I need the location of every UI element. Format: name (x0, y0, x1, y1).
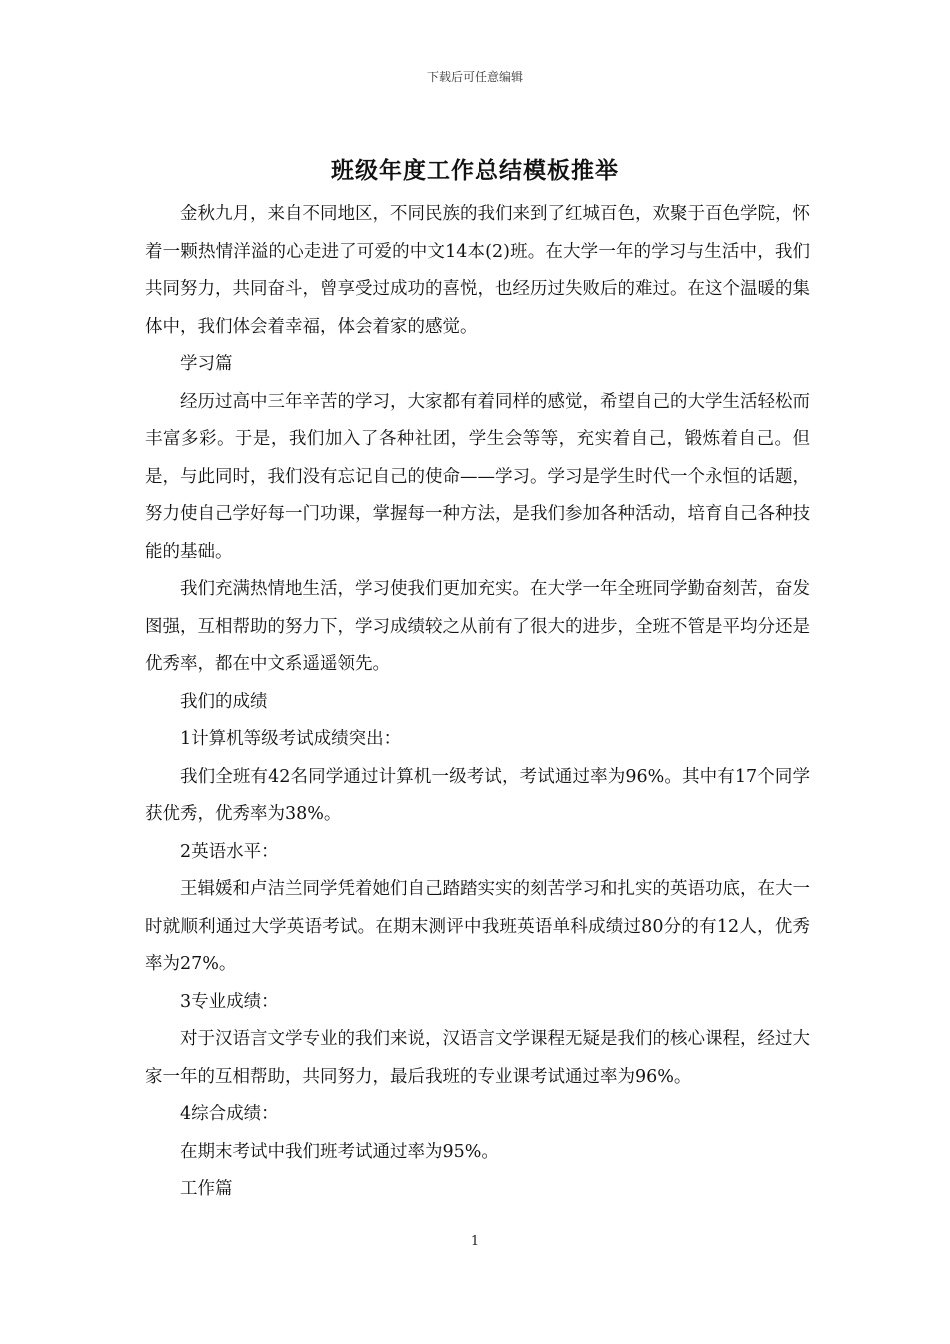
document-title: 班级年度工作总结模板推举 (331, 158, 619, 184)
paragraph-major: 对于汉语言文学专业的我们来说，汉语言文学课程无疑是我们的核心课程，经过大家一年的互相帮助，共同努力，最后我班的专业课考试通过率为96%。 (145, 1029, 810, 1087)
section-heading-work: 工作篇 (180, 1179, 233, 1199)
paragraph-study-1: 经历过高中三年辛苦的学习，大家都有着同样的感觉，希望自己的大学生活轻松而丰富多彩。于是，我们加入了各种社团，学生会等等，充实着自己，锻炼着自己。但是，与此同时，我们没有忘记自己的使命——学习。学习是学生时代一个永恒的话题，努力使自己学好每一门功课，掌握每一种方法，是我们参加各种活动，培育自己各种技能的基础。 (145, 391, 810, 562)
paragraph-study-2: 我们充满热情地生活，学习使我们更加充实。在大学一年全班同学勤奋刻苦，奋发图强，互相帮助的努力下，学习成绩较之从前有了很大的进步，全班不管是平均分还是优秀率，都在中文系遥遥领先。 (145, 579, 810, 674)
paragraph-intro: 金秋九月，来自不同地区，不同民族的我们来到了红城百色，欢聚于百色学院，怀着一颗热情洋溢的心走进了可爱的中文14本(2)班。在大学一年的学习与生活中，我们共同努力，共同奋斗，曾享受过成功的喜悦，也经历过失败后的难过。在这个温暖的集体中，我们体会着幸福，体会着家的感觉。 (145, 204, 810, 337)
section-heading-study: 学习篇 (180, 354, 233, 374)
page-number: 1 (470, 1234, 480, 1249)
item-heading-computer: 1计算机等级考试成绩突出： (180, 729, 402, 749)
paragraph-computer: 我们全班有42名同学通过计算机一级考试，考试通过率为96%。其中有17个同学获优秀，优秀率为38%。 (145, 766, 810, 824)
paragraph-overall: 在期末考试中我们班考试通过率为95%。 (180, 1141, 499, 1162)
section-heading-achievements: 我们的成绩 (180, 691, 268, 712)
paragraph-english: 王辑媛和卢洁兰同学凭着她们自己踏踏实实的刻苦学习和扎实的英语功底，在大一时就顺利通过大学英语考试。在期末测评中我班英语单科成绩过80分的有12人，优秀率为27%。 (145, 879, 810, 974)
item-heading-overall: 4综合成绩： (180, 1104, 279, 1124)
header-note: 下载后可任意编辑 (426, 70, 523, 84)
item-heading-major: 3专业成绩： (180, 991, 279, 1012)
document-body (145, 196, 810, 1209)
item-heading-english: 2英语水平： (180, 841, 279, 862)
